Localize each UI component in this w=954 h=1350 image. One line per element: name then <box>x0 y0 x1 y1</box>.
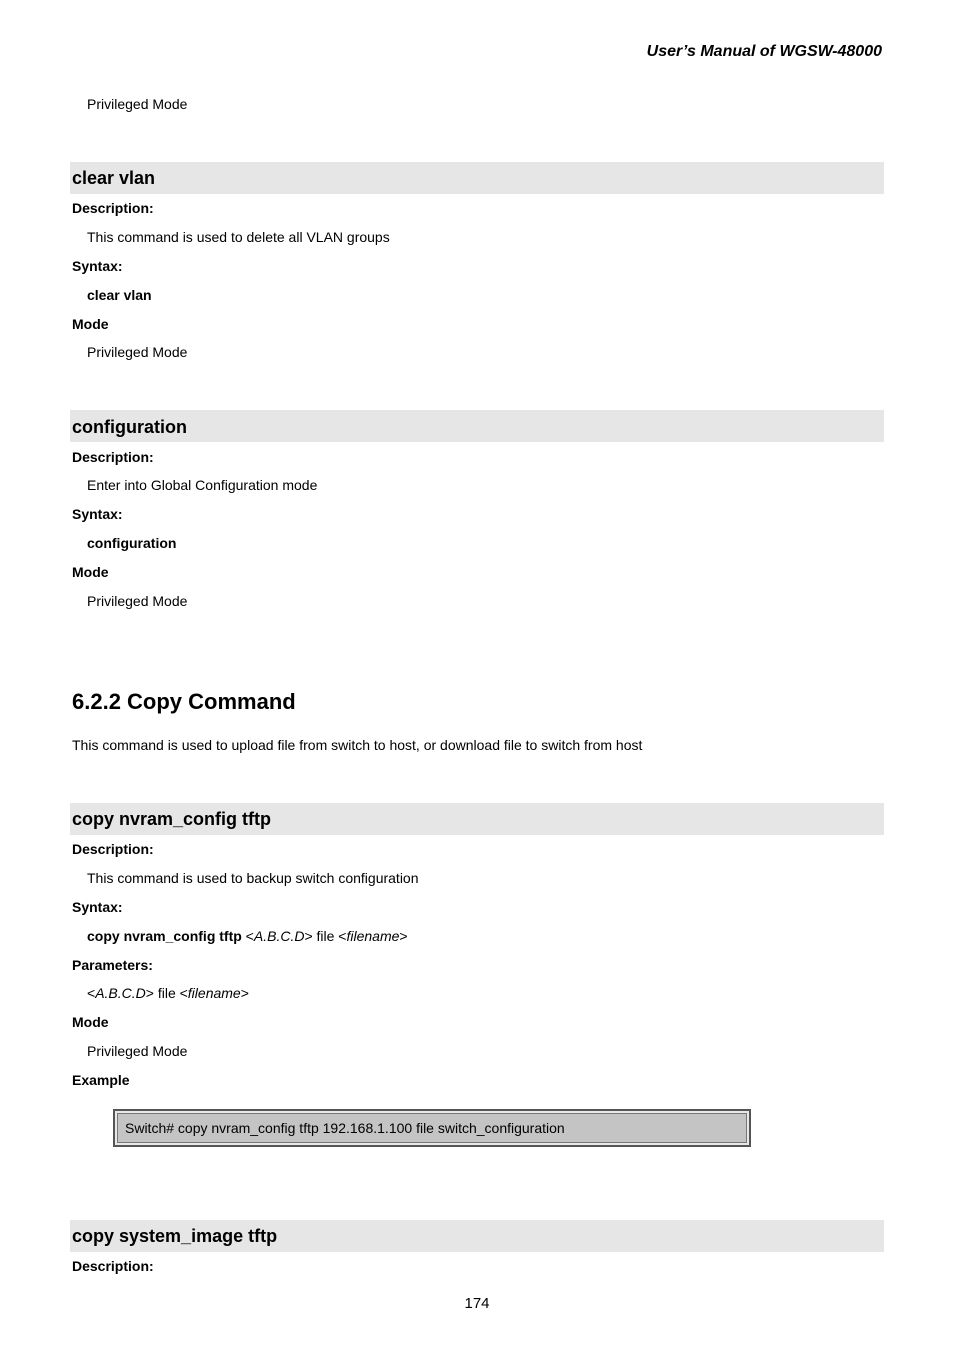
description-text: This command is used to backup switch configuration <box>87 870 419 886</box>
parameters-label: Parameters: <box>72 957 153 973</box>
syntax-command: copy nvram_config tftp <box>87 928 242 944</box>
syntax-bracket-end: > <box>399 928 408 944</box>
syntax-line <box>87 928 408 944</box>
example-label: Example <box>72 1072 130 1088</box>
command-title-bar <box>70 803 884 835</box>
syntax-text: configuration <box>87 535 177 551</box>
param-bracket-end: > <box>240 985 249 1001</box>
description-text: This command is used to delete all VLAN groups <box>87 229 390 245</box>
syntax-param-ip: A.B.C.D <box>253 928 305 944</box>
description-text: Enter into Global Configuration mode <box>87 477 318 493</box>
syntax-label: Syntax: <box>72 506 123 522</box>
syntax-text: clear vlan <box>87 287 152 303</box>
param-bracket: < <box>87 985 96 1001</box>
mode-value: Privileged Mode <box>87 593 188 609</box>
command-title: copy nvram_config tftp <box>72 809 272 829</box>
section-intro: This command is used to upload file from switch to host, or download file to switch from host <box>72 737 643 753</box>
mode-value: Privileged Mode <box>87 1043 188 1059</box>
page-number: 174 <box>464 1295 490 1312</box>
parameters-line <box>87 985 249 1001</box>
mode-value: Privileged Mode <box>87 344 188 360</box>
example-box <box>113 1109 751 1147</box>
description-label: Description: <box>72 200 154 216</box>
mode-label: Mode <box>72 1014 109 1030</box>
syntax-file-keyword: > file < <box>304 928 347 944</box>
mode-value: Privileged Mode <box>87 96 188 112</box>
command-title: clear vlan <box>72 168 156 188</box>
description-label: Description: <box>72 841 154 857</box>
example-text: Switch# copy nvram_config tftp 192.168.1.100 file switch_configuration <box>125 1120 565 1136</box>
mode-label: Mode <box>72 316 109 332</box>
mode-label: Mode <box>72 564 109 580</box>
syntax-bracket: < <box>241 928 254 944</box>
syntax-param-filename: filename <box>346 928 400 944</box>
manual-header: User’s Manual of WGSW-48000 <box>646 43 882 60</box>
command-title-bar <box>70 162 884 194</box>
description-label: Description: <box>72 449 154 465</box>
param-file-keyword: > file < <box>145 985 188 1001</box>
command-title-bar <box>70 1220 884 1252</box>
command-title-bar <box>70 410 884 442</box>
param-filename: filename <box>187 985 241 1001</box>
command-title: copy system_image tftp <box>72 1226 278 1246</box>
syntax-label: Syntax: <box>72 258 123 274</box>
section-heading: 6.2.2 Copy Command <box>72 689 296 714</box>
syntax-label: Syntax: <box>72 899 123 915</box>
command-title: configuration <box>72 417 187 437</box>
param-ip: A.B.C.D <box>95 985 146 1001</box>
description-label: Description: <box>72 1258 154 1274</box>
